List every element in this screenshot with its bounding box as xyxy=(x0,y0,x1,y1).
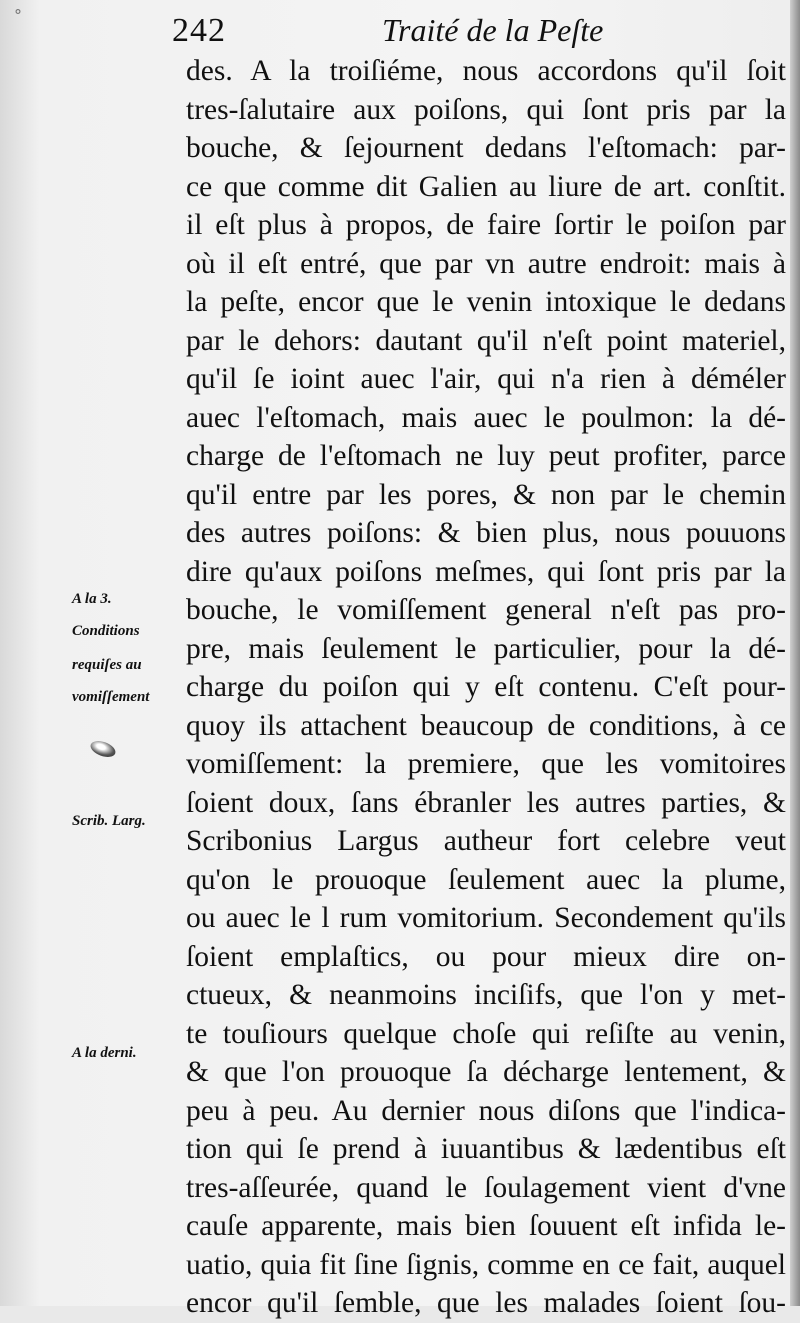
text-line: ſoient doux, ſans ébranler les autres parties, & xyxy=(186,786,786,819)
text-line: quoy ils attachent beaucoup de conditions, à ce xyxy=(186,709,786,742)
text-line: pre, mais ſeulement le particulier, pour la dé- xyxy=(186,632,786,665)
text-line: Scribonius Largus autheur fort celebre veut xyxy=(186,825,786,857)
page-edge-shadow xyxy=(790,0,800,1306)
margin-note-conditions-line-1: Conditions xyxy=(72,623,140,639)
margin-note-scrib-larg: Scrib. Larg. xyxy=(72,813,146,829)
body-text xyxy=(186,52,786,1323)
text-line: tres-aſſeurée, quand le ſoulagement vient d'vne xyxy=(186,1171,786,1204)
text-line: par le dehors: dautant qu'il n'eſt point materiel, xyxy=(186,324,786,357)
text-line: des autres poiſons: & bien plus, nous pouuons xyxy=(186,517,786,549)
page-number: 242 xyxy=(172,12,226,49)
text-line: bouche, le vomiſſement general n'eſt pas pro- xyxy=(186,594,786,626)
text-line: bouche, & ſejournent dedans l'eſtomach: par- xyxy=(186,132,786,164)
text-line: charge du poiſon qui y eſt contenu. C'eſt pour- xyxy=(186,671,786,703)
text-line: & que l'on prouoque ſa décharge lentement, & xyxy=(186,1056,786,1088)
running-title: Traité de la Peſte xyxy=(382,12,604,48)
text-line: qu'il entre par les pores, & non par le chemin xyxy=(186,478,786,511)
text-line: tion qui ſe prend à iuuantibus & lædentibus eſt xyxy=(186,1133,786,1165)
text-line: des. A la troiſiéme, nous accordons qu'il ſoit xyxy=(186,55,786,87)
text-line: qu'il ſe ioint auec l'air, qui n'a rien à déméler xyxy=(186,363,786,395)
corner-mark: ° xyxy=(14,6,22,25)
text-line: uatio, quia fit ſine ſignis, comme en ce fait, auquel xyxy=(186,1248,786,1281)
text-line: ce que comme dit Galien au liure de art. conſtit. xyxy=(186,170,786,203)
text-line: où il eſt entré, que par vn autre endroit: mais à xyxy=(186,247,786,280)
text-line: vomiſſement: la premiere, que les vomitoires xyxy=(186,748,786,780)
text-line: tres-ſalutaire aux poiſons, qui ſont pris par la xyxy=(186,93,786,126)
text-line: ctueux, & neanmoins inciſifs, que l'on y met- xyxy=(186,979,786,1011)
text-line: dire qu'aux poiſons meſmes, qui ſont pris par la xyxy=(186,555,786,588)
text-line: la peſte, encor que le venin intoxique le dedans xyxy=(186,286,786,318)
text-line: charge de l'eſtomach ne luy peut profiter, parce xyxy=(186,440,786,472)
text-line: cauſe apparente, mais bien ſouuent eſt infida le- xyxy=(186,1210,786,1242)
text-line: ſoient emplaſtics, ou pour mieux dire on- xyxy=(186,940,786,973)
text-line: il eſt plus à propos, de faire ſortir le poiſon par xyxy=(186,209,786,241)
text-line: encor qu'il ſemble, que les malades ſoient ſou- xyxy=(186,1287,786,1319)
margin-note-a-la-3: A la 3. xyxy=(72,591,112,607)
text-line: ou auec le l rum vomitorium. Secondement qu'ils xyxy=(186,902,786,934)
ink-stain xyxy=(88,738,117,760)
text-line: te touſiours quelque choſe qui reſiſte au venin, xyxy=(186,1017,786,1050)
margin-note-conditions-line-3: vomiſſement xyxy=(72,689,150,705)
margin-note-conditions-line-2: requiſes au xyxy=(72,657,142,673)
text-line: peu à peu. Au dernier nous diſons que l'indica- xyxy=(186,1094,786,1127)
margin-note-a-la-derni: A la derni. xyxy=(72,1045,137,1061)
text-line: auec l'eſtomach, mais auec le poulmon: la dé- xyxy=(186,401,786,434)
page-header xyxy=(170,10,790,54)
text-line: qu'on le prouoque ſeulement auec la plume, xyxy=(186,863,786,896)
